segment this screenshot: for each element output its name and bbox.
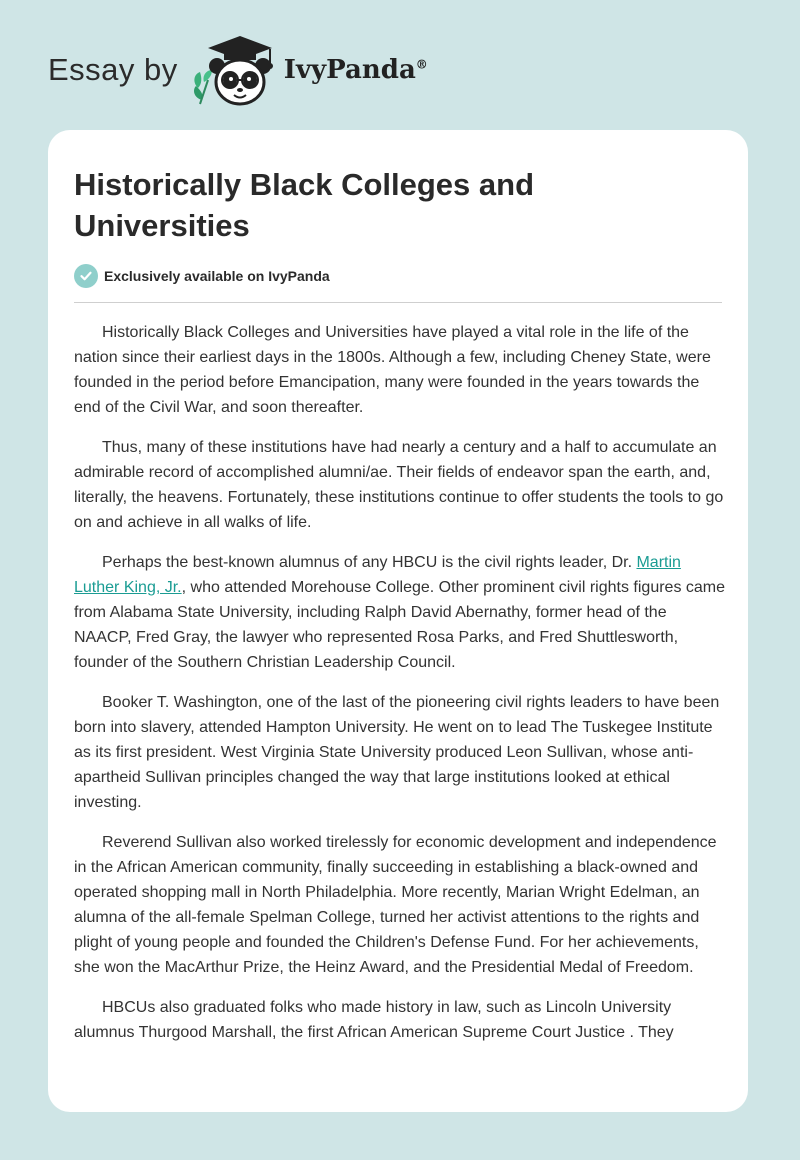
essay-by-label: Essay by — [48, 52, 178, 87]
paragraph-text-before-link: Perhaps the best-known alumnus of any HBCU is the civil rights leader, Dr. — [102, 554, 637, 571]
essay-card — [48, 130, 748, 1112]
essay-paragraph: Booker T. Washington, one of the last of the pioneering civil rights leaders to have been born into slavery, attended Hampton University. He went on to lead The Tuskegee Institute as its first president. West Virginia State University produced Leon Sullivan, whose anti-apartheid Sullivan principles changed the way that large institutions looked at ethical investing. — [74, 694, 720, 811]
exclusive-badge — [74, 264, 330, 288]
essay-paragraph: Reverend Sullivan also worked tirelessly for economic development and independence in the African American community, finally succeeding in establishing a black-owned and operated shopping mall in North Philadelphia. More recently, Marian Wright Edelman, an alumna of the all-female Spelman College, turned her activist attentions to the rights and plight of young people and founded the Children's Defense Fund. For her achievements, she won the MacArthur Prize, the Heinz Award, and the Presidential Medal of Freedom. — [74, 834, 717, 976]
registered-mark: ® — [415, 57, 428, 72]
site-header — [48, 30, 428, 110]
essay-paragraph: HBCUs also graduated folks who made history in law, such as Lincoln University alumnus Thurgood Marshall, the first African American Supreme Court Justice . They — [74, 999, 674, 1041]
panda-graduate-icon[interactable] — [190, 30, 280, 110]
exclusive-badge-text: Exclusively available on IvyPanda — [104, 268, 330, 284]
essay-body — [74, 320, 726, 1060]
essay-paragraph: Historically Black Colleges and Universities have played a vital role in the life of the nation since their earliest days in the 1800s. Although a few, including Cheney State, were founded in the period before Emancipation, many were founded in the years towards the end of the Civil War, and soon thereafter. — [74, 324, 711, 416]
essay-title: Historically Black Colleges and Universities — [74, 167, 535, 243]
paragraph-text-after-link: , who attended Morehouse College. Other prominent civil rights figures came from Alabama State University, including Ralph David Abernathy, former head of the NAACP, Fred Gray, the lawyer who represented Rosa Parks, and Fred Shuttlesworth, founder of the Southern Christian Leadership Council. — [74, 579, 726, 671]
check-icon — [74, 264, 98, 288]
essay-paragraph: Thus, many of these institutions have had nearly a century and a half to accumulate an admirable record of accomplished alumni/ae. Their fields of endeavor span the earth, and, literally, the heavens. Fortunately, these institutions continue to offer students the tools to go on and achieve in all walks of life. — [74, 439, 724, 531]
essay-paragraph — [74, 550, 726, 675]
brand-name[interactable]: IvyPanda® — [283, 55, 428, 85]
divider — [74, 302, 722, 303]
mlk-link[interactable]: Martin Luther King, Jr. — [74, 554, 681, 596]
